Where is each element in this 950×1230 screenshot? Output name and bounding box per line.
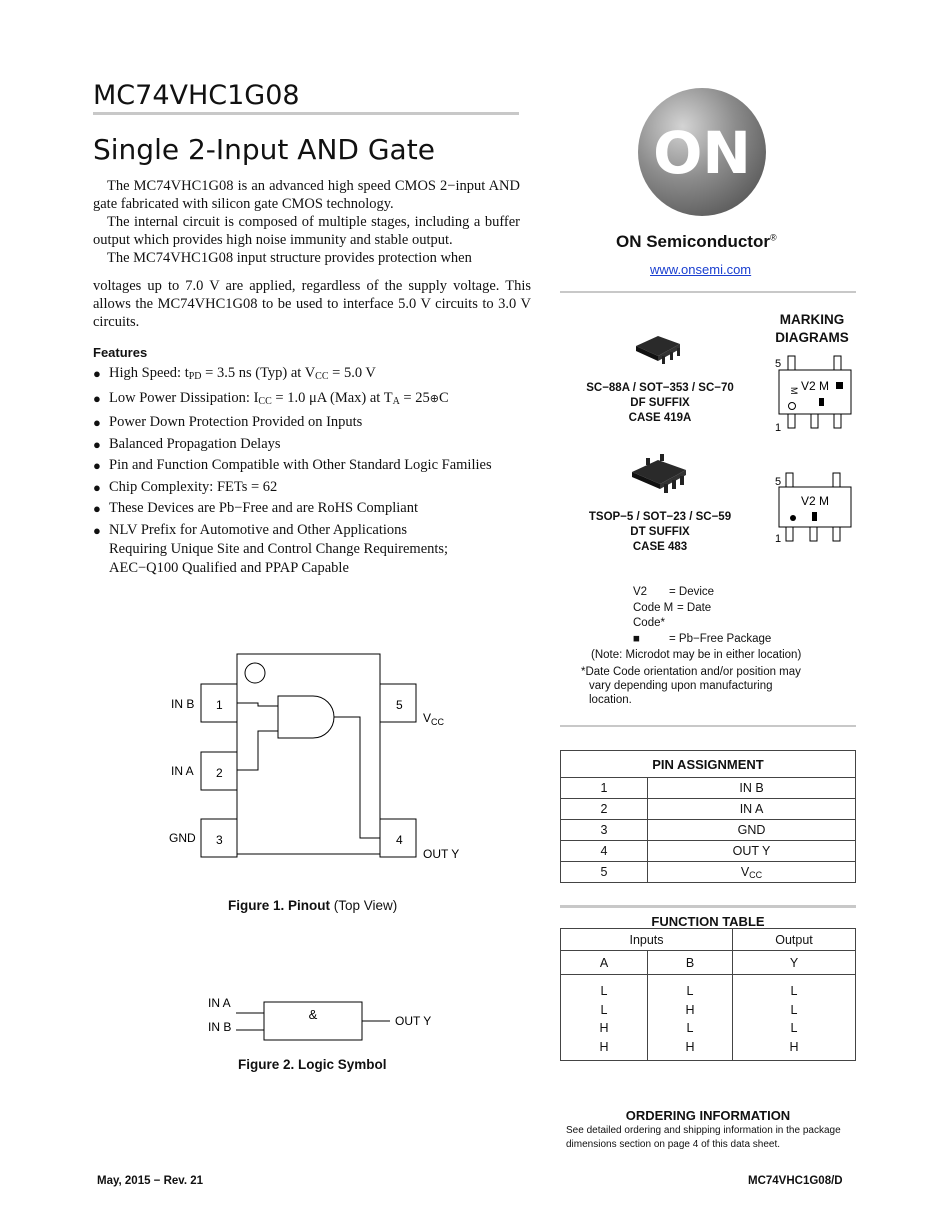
feature-item [93,521,533,578]
feature-text: = 25 [399,389,430,406]
pinout-diagram [160,648,480,888]
ordering-line: dimensions section on page 4 of this data sheet. [566,1139,781,1150]
legend-value: = Date [677,601,712,614]
pin1-marker-icon [245,663,265,683]
table-cell: H [599,1021,609,1035]
microdot-icon [789,403,796,410]
company-name [616,232,777,252]
table-row [561,778,856,799]
feature-text: = 3.5 ns (Typ) at V [201,365,316,381]
heading-line: DIAGRAMS [775,330,849,345]
package-line: CASE 419A [628,412,692,424]
legend-value: = Pb−Free Package [669,632,772,645]
feature-subscript: CC [315,371,329,382]
divider [560,725,856,727]
pin-number-cell: 3 [561,820,648,841]
caption-bold: Figure 1. Pinout [228,898,331,913]
divider [560,905,856,908]
feature-text: AEC−Q100 Qualified and PPAP Capable [109,559,349,576]
pin-number-cell: 2 [561,799,648,820]
table-row [561,820,856,841]
degree-symbol: ⊕ [429,392,439,405]
package-line: SC−88A / SOT−353 / SC−70 [586,382,734,394]
heading-line: MARKING [779,312,845,327]
pin-number-cell: 5 [561,862,648,883]
legend-key: V2 [633,586,648,598]
table-cell: H [685,1039,695,1054]
pb-free-square-icon [812,512,817,521]
side-date-code: M [789,387,799,395]
function-table-title: FUNCTION TABLE [651,914,765,929]
note-line: vary depending upon manufacturing [589,680,773,692]
bullet-icon: ● [93,479,101,495]
description-paragraph-1: The MC74VHC1G08 is an advanced high speed CMOS 2−input AND gate fabricated with silicon gate CMOS technology. [93,178,520,212]
wire-in-b [237,703,278,706]
part-number: MC74VHC1G08 [93,80,300,111]
table-cell: H [599,1039,609,1054]
pin4-number: 4 [396,833,403,847]
pin-table-title: PIN ASSIGNMENT [561,751,856,778]
figure2-caption: Figure 2. Logic Symbol [238,1057,387,1072]
microdot-note: (Note: Microdot may be in either location) [591,649,802,661]
website-link[interactable]: www.onsemi.com [650,262,752,277]
bullet-icon: ● [93,415,101,430]
feature-text: Pin and Function Compatible with Other Standard Logic Families [109,457,492,473]
feature-text: NLV Prefix for Automotive and Other Applications [109,521,408,538]
pin1-label: IN B [171,697,195,711]
pin-number-cell: 1 [561,778,648,799]
package-line: DF SUFFIX [630,397,690,409]
microdot-icon [790,515,796,521]
table-cell: L [790,1021,798,1035]
feature-subscript: CC [258,395,272,407]
table-cell: L [600,984,608,998]
package-line: TSOP−5 / SOT−23 / SC−59 [588,511,732,523]
table-cell: L [790,1002,798,1017]
feature-text: High Speed: t [109,365,189,381]
pin5-number: 5 [396,698,403,712]
date-code-note [581,665,801,707]
wire-out [334,717,380,838]
pin-name-cell: GND [648,820,856,841]
table-cell: L [686,984,694,998]
pin1-number: 1 [775,422,782,434]
legend-row [633,601,771,617]
pin4-label: OUT Y [423,847,460,861]
column-b-values [648,975,733,1061]
in-a-label: IN A [208,996,231,1010]
in-b-label: IN B [208,1020,232,1034]
description-block-2 [93,277,531,331]
package2-label [570,510,750,555]
column-y-header: Y [733,951,856,975]
legend-key: Code* [633,617,665,629]
footer-date: May, 2015 − Rev. 21 [97,1175,204,1187]
feature-subscript: A [392,395,400,407]
tsop5-package-icon [628,452,692,496]
pin1-number: 1 [775,533,782,545]
table-cell: H [789,1039,799,1054]
pin-name-cell: IN B [648,778,856,799]
legend-key: ■ [633,632,640,645]
marking-diagram-2 [772,470,854,546]
column-y-values [733,975,856,1061]
title-divider [93,112,519,115]
logo-text: ON [653,119,751,187]
on-semiconductor-logo [636,86,768,218]
feature-text: Requiring Unique Site and Control Change Requirements; [109,540,449,557]
pin5-number: 5 [775,358,782,370]
footer-doc-number: MC74VHC1G08/D [748,1175,843,1187]
pin3-label: GND [169,831,196,845]
logic-symbol-diagram [200,990,460,1050]
legend-value: = Device [669,586,715,598]
column-a-header: A [561,951,648,975]
inputs-header: Inputs [561,929,733,951]
feature-item [93,364,533,386]
ordering-line: See detailed ordering and shipping information in the package [566,1125,841,1136]
pin2-label: IN A [171,764,194,778]
feature-item [93,499,533,518]
pin5-label: $V_{CC}$ [423,711,445,727]
pin-name-cell: OUT Y [648,841,856,862]
legend-row [633,616,771,632]
feature-item [93,435,533,454]
marking-legend [633,585,771,647]
and-gate-icon [278,696,334,738]
table-cell: L [790,984,798,998]
feature-text: Low Power Dissipation: I [109,389,259,406]
table-row [561,862,856,883]
feature-text: Balanced Propagation Delays [109,435,281,452]
table-cell: H [685,1002,695,1017]
table-row [561,841,856,862]
description-paragraph-3b: voltages up to 7.0 V are applied, regardless of the supply voltage. This allows the MC74VHC1G08 to be used to interface 5.0 V circuits to 3.0 V circuits. [93,278,531,330]
pin3-number: 3 [216,833,223,847]
bullet-icon: ● [93,436,101,452]
marking-code: V2 M [801,379,830,393]
wire-in-a [237,731,278,770]
bullet-icon: ● [93,390,101,406]
ordering-title: ORDERING INFORMATION [625,1108,791,1123]
function-table [560,928,856,1061]
pb-free-square-icon [836,382,843,389]
registered-mark: ® [769,232,777,243]
features-heading: Features [93,345,148,360]
bullet-icon: ● [93,458,101,473]
sc88a-package-icon [628,328,688,368]
bullet-icon: ● [93,366,101,381]
pin-assignment-table [560,750,856,883]
note-line: location. [589,694,632,706]
marking-diagram-1 [772,354,854,436]
marking-diagrams-heading [770,311,854,347]
divider [560,291,856,293]
pin2-number: 2 [216,766,223,780]
features-list [93,364,533,580]
out-label: OUT Y [395,1014,432,1028]
legend-key: Code M [633,601,674,614]
pin-name-cell [648,862,856,883]
legend-row [633,585,771,601]
gate-symbol: & [308,1007,318,1022]
page-title: Single 2-Input AND Gate [93,133,435,166]
column-b-header: B [648,951,733,975]
vcc-label: V [740,864,750,879]
pin-name-cell: IN A [648,799,856,820]
package-line: CASE 483 [632,541,688,553]
figure1-caption [228,898,397,913]
bullet-icon: ● [93,501,101,516]
feature-item [93,413,533,432]
caption-rest: (Top View) [330,898,398,913]
description-paragraph-3a: The MC74VHC1G08 input structure provides protection when [107,250,472,266]
feature-item [93,456,533,475]
company-label: ON Semiconductor [616,232,770,251]
feature-text: Chip Complexity: FETs = 62 [109,478,278,495]
feature-item [93,478,533,497]
vcc-subscript: CC [749,869,763,880]
bullet-icon: ● [93,522,101,538]
column-a-values [561,975,648,1061]
feature-item [93,389,533,411]
marking-code: V2 M [801,494,830,508]
package-line: DT SUFFIX [630,526,690,538]
description-paragraph-2: The internal circuit is composed of multiple stages, including a buffer output which provides high noise immunity and stable output. [93,214,520,248]
feature-text: = 1.0 μA (Max) at T [271,389,393,406]
pin5-number: 5 [775,476,782,488]
pin1-number: 1 [216,698,223,712]
pb-free-square-icon [819,398,824,406]
feature-subscript: PD [188,371,202,382]
table-cell: L [600,1002,608,1017]
feature-text: Power Down Protection Provided on Inputs [109,414,363,430]
description-block-1 [93,177,520,267]
table-cell: L [686,1021,694,1035]
legend-row [633,632,771,648]
feature-text: These Devices are Pb−Free and are RoHS Compliant [109,500,418,516]
note-line: *Date Code orientation and/or position may [581,666,801,678]
feature-text: = 5.0 V [328,365,376,381]
feature-text: C [438,389,449,406]
table-row [561,799,856,820]
pin-number-cell: 4 [561,841,648,862]
package1-label [570,381,750,426]
output-header: Output [733,929,856,951]
ordering-text [566,1124,841,1152]
